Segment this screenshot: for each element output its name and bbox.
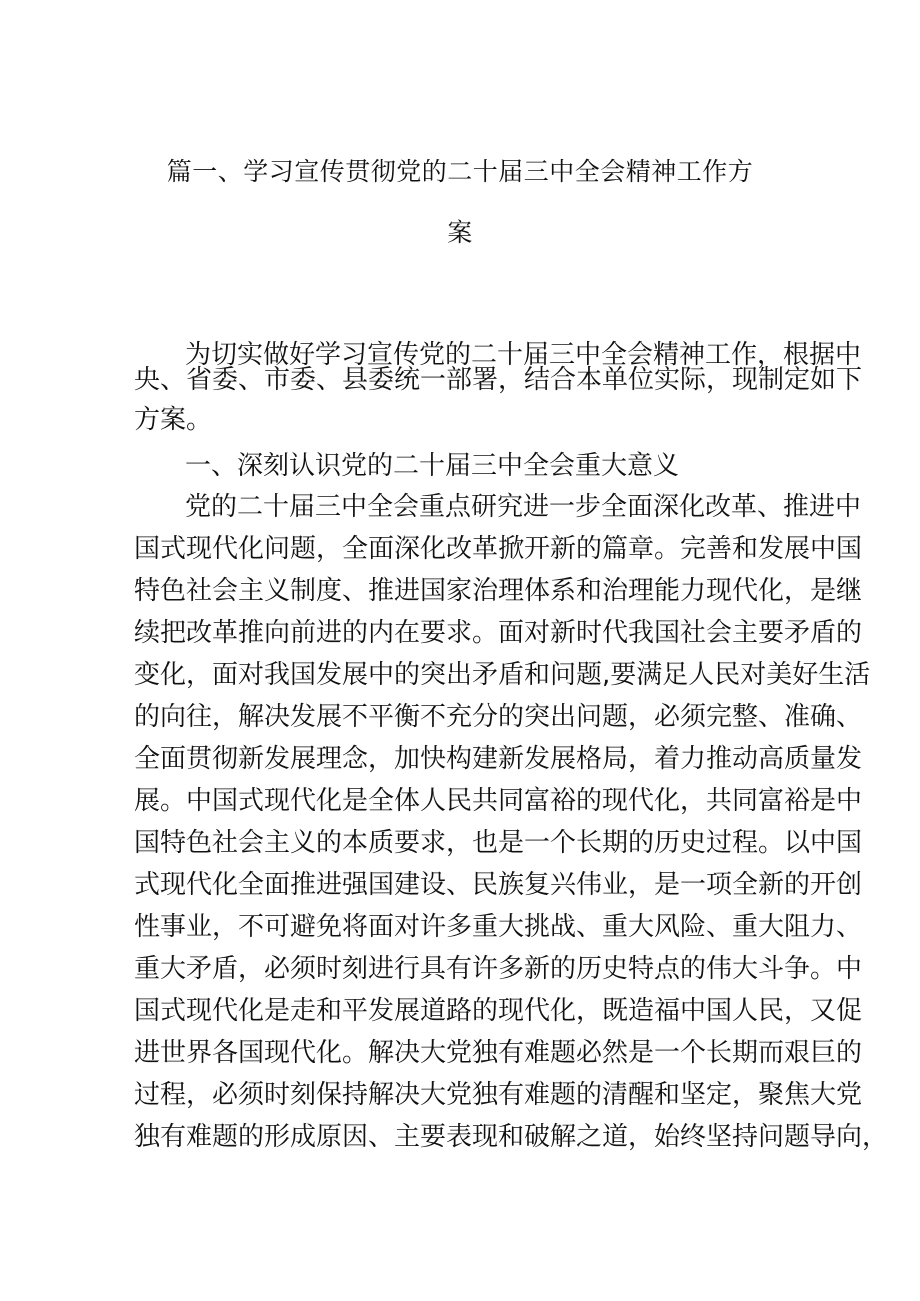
paragraph-2-line: 国特色社会主义的本质要求，也是一个长期的历史过程。以中国 [134,828,863,858]
paragraph-2-line: 性事业，不可避免将面对许多重大挑战、重大风险、重大阻力、 [134,912,863,942]
paragraph-2-line: 特色社会主义制度、推进国家治理体系和治理能力现代化，是继 [134,576,863,606]
document-title-line-1: 篇一、学习宣传贯彻党的二十届三中全会精神工作方 [166,157,754,186]
paragraph-2-line: 独有难题的形成原因、主要表现和破解之道，始终坚持问题导向， [134,1122,889,1152]
paragraph-2-line: 续把改革推向前进的内在要求。面对新时代我国社会主要矛盾的 [134,618,863,648]
paragraph-2-line: 党的二十届三中全会重点研究进一步全面深化改革、推进中 [185,492,862,522]
paragraph-2-line: 国式现代化问题，全面深化改革掀开新的篇章。完善和发展中国 [134,534,863,564]
paragraph-2-line: 进世界各国现代化。解决大党独有难题必然是一个长期而艰巨的 [134,1038,863,1068]
paragraph-2-line: 的向往，解决发展不平衡不充分的突出问题，必须完整、准确、 [134,702,863,732]
paragraph-2-line: 式现代化全面推进强国建设、民族复兴伟业，是一项全新的开创 [134,870,863,900]
paragraph-1-line: 为切实做好学习宣传党的二十届三中全会精神工作，根据中 [185,340,862,370]
paragraph-1-line: 央、省委、市委、县委统一部署，结合本单位实际，现制定如下 [134,365,863,395]
paragraph-1-line: 方案。 [134,405,213,435]
paragraph-2-line: 变化，面对我国发展中的突出矛盾和问题,要满足人民对美好生活 [134,660,871,690]
paragraph-2-line: 展。中国式现代化是全体人民共同富裕的现代化，共同富裕是中 [134,786,863,816]
section-heading-1: 一、深刻认识党的二十届三中全会重大意义 [185,451,680,481]
paragraph-2-line: 全面贯彻新发展理念，加快构建新发展格局，着力推动高质量发 [134,744,863,774]
paragraph-2-line: 国式现代化是走和平发展道路的现代化，既造福中国人民，又促 [134,996,863,1026]
paragraph-2-line: 重大矛盾，必须时刻进行具有许多新的历史特点的伟大斗争。中 [134,954,863,984]
paragraph-2-line: 过程，必须时刻保持解决大党独有难题的清醒和坚定，聚焦大党 [134,1080,863,1110]
document-title-line-2: 案 [447,218,473,247]
